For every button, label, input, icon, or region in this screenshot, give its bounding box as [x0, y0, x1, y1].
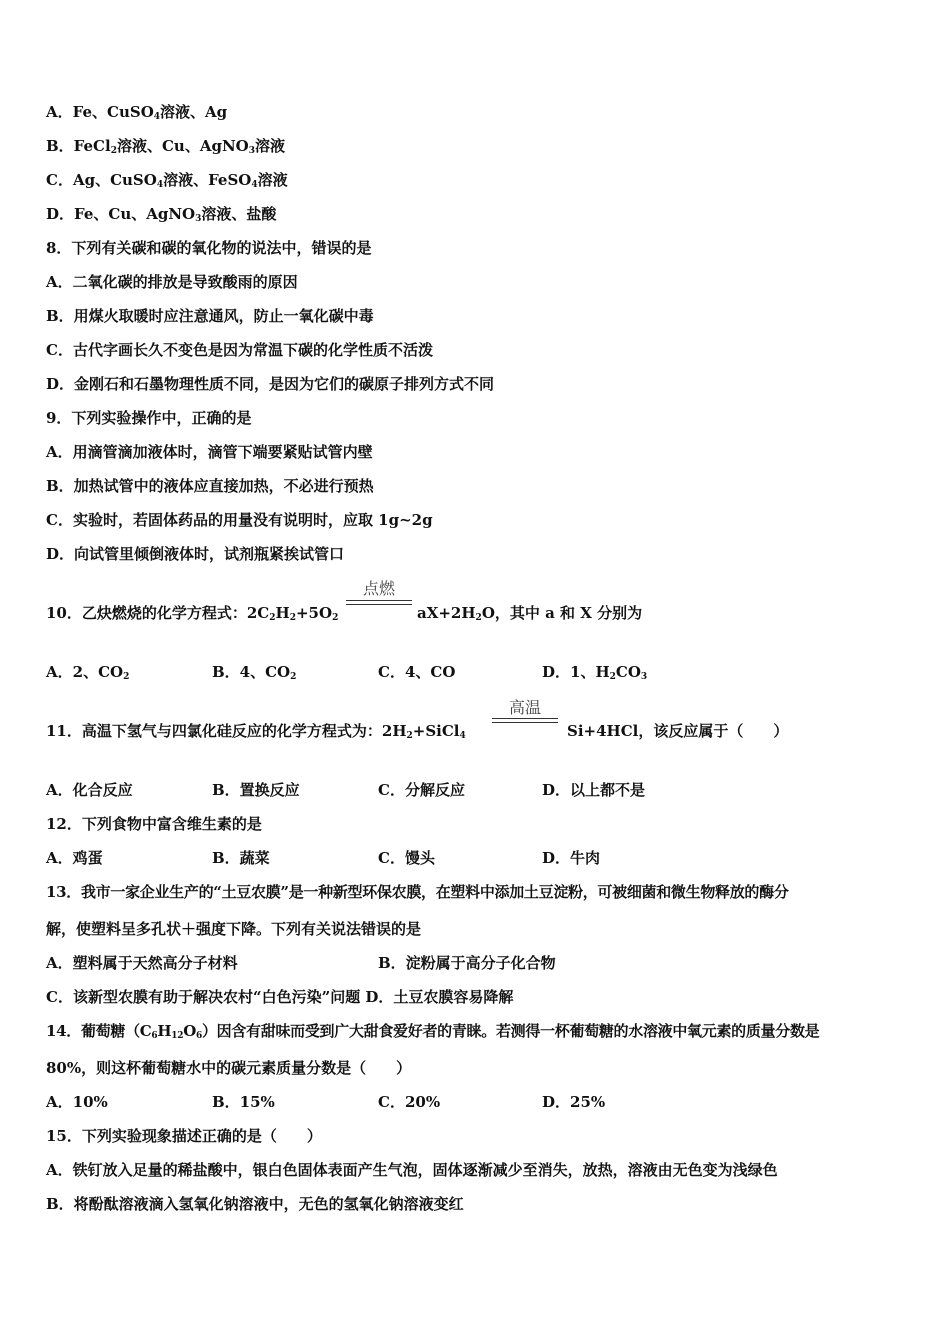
q7-option-a: A．Fe、CuSO$_4$溶液、Ag — [46, 103, 228, 122]
q14-stem-line1: 14．葡萄糖$(C_6H_{12}O_6)$因含有甜味而受到广大甜食爱好者的青睐。若测得一杯葡萄糖的水溶液中氧元素的质量分数是 — [46, 1022, 820, 1041]
q9-option-d: D．向试管里倾倒液体时，试剂瓶紧挨试管口 — [46, 545, 345, 563]
q7-option-b: B．FeCl$_2$溶液、Cu、AgNO$_3$溶液 — [46, 137, 285, 156]
q12-stem: 12．下列食物中富含维生素的是 — [46, 815, 262, 833]
q15-option-a: A．铁钉放入足量的稀盐酸中，银白色固体表面产生气泡，固体逐渐减少至消失，放热，溶液由无色变为浅绿色 — [46, 1161, 778, 1179]
q13-option-a: A．塑料属于天然高分子材料 — [46, 954, 238, 972]
q10-stem-lhs: 10．乙炔燃烧的化学方程式：$2C_2H_2+5O_2$ — [46, 604, 339, 623]
q15-stem: 15．下列实验现象描述正确的是（ ） — [46, 1127, 322, 1145]
q9-option-c: C．实验时，若固体药品的用量没有说明时，应取 1g~2g — [46, 511, 433, 529]
q8-option-c: C．古代字画长久不变色是因为常温下碳的化学性质不活泼 — [46, 341, 433, 359]
q13-stem-line2: 解，使塑料呈多孔状＋强度下降。下列有关说法错误的是 — [46, 920, 422, 938]
q12-option-b: B．蔬菜 — [212, 849, 270, 867]
q10-arrow-line-bottom — [346, 604, 412, 605]
q11-arrow-line-bottom — [492, 722, 558, 723]
q10-option-d: D．1、$H_2CO_3$ — [542, 663, 648, 682]
q8-option-d: D．金刚石和石墨物理性质不同，是因为它们的碳原子排列方式不同 — [46, 375, 495, 393]
q12-option-d: D．牛肉 — [542, 849, 601, 867]
q11-stem-lhs: 11．高温下氢气与四氯化硅反应的化学方程式为：$2H_2+SiCl_4$ — [46, 722, 466, 741]
q10-option-c: C．4、CO — [378, 663, 456, 681]
q8-option-b: B．用煤火取暖时应注意通风，防止一氧化碳中毒 — [46, 307, 374, 325]
q10-arrow-line-top — [346, 600, 412, 601]
q7-option-d: D．Fe、Cu、AgNO$_3$溶液、盐酸 — [46, 205, 277, 224]
q7-option-c: C．Ag、CuSO$_4$溶液、FeSO$_4$溶液 — [46, 171, 288, 190]
q14-option-a: A．10% — [46, 1093, 108, 1111]
q10-option-a: A．2、$CO_2$ — [46, 663, 130, 682]
q11-option-c: C．分解反应 — [378, 781, 465, 799]
q10-option-b: B．4、$CO_2$ — [212, 663, 297, 682]
q9-option-a: A．用滴管滴加液体时，滴管下端要紧贴试管内壁 — [46, 443, 373, 461]
q13-option-cd: C．该新型农膜有助于解决农村“白色污染”问题 D．土豆农膜容易降解 — [46, 988, 514, 1006]
q9-option-b: B．加热试管中的液体应直接加热，不必进行预热 — [46, 477, 374, 495]
q14-option-b: B．15% — [212, 1093, 275, 1111]
q8-stem: 8．下列有关碳和碳的氧化物的说法中，错误的是 — [46, 239, 372, 257]
q12-option-a: A．鸡蛋 — [46, 849, 103, 867]
q9-stem: 9．下列实验操作中，正确的是 — [46, 409, 252, 427]
q13-option-b: B．淀粉属于高分子化合物 — [378, 954, 556, 972]
q13-stem-line1: 13．我市一家企业生产的“土豆农膜”是一种新型环保农膜，在塑料中添加土豆淀粉，可被细菌和微生物释放的酶分 — [46, 883, 789, 901]
q11-option-d: D．以上都不是 — [542, 781, 646, 799]
q11-stem-rhs: Si+4HCl，该反应属于（ ） — [567, 722, 789, 740]
q11-condition: 高温 — [508, 698, 541, 717]
q15-option-b: B．将酚酞溶液滴入氢氧化钠溶液中，无色的氢氧化钠溶液变红 — [46, 1195, 464, 1213]
q10-condition: 点燃 — [362, 579, 395, 598]
q14-stem-line2: 80%，则这杯葡萄糖水中的碳元素质量分数是（ ） — [46, 1059, 412, 1077]
q11-option-b: B．置换反应 — [212, 781, 300, 799]
q10-stem-rhs: $aX+2H_2O$，其中 a 和 X 分别为 — [417, 604, 643, 623]
q11-arrow-line-top — [492, 718, 558, 719]
q14-option-c: C．20% — [378, 1093, 441, 1111]
q14-option-d: D．25% — [542, 1093, 606, 1111]
q12-option-c: C．馒头 — [378, 849, 435, 867]
q11-option-a: A．化合反应 — [46, 781, 133, 799]
q8-option-a: A．二氧化碳的排放是导致酸雨的原因 — [46, 273, 298, 291]
